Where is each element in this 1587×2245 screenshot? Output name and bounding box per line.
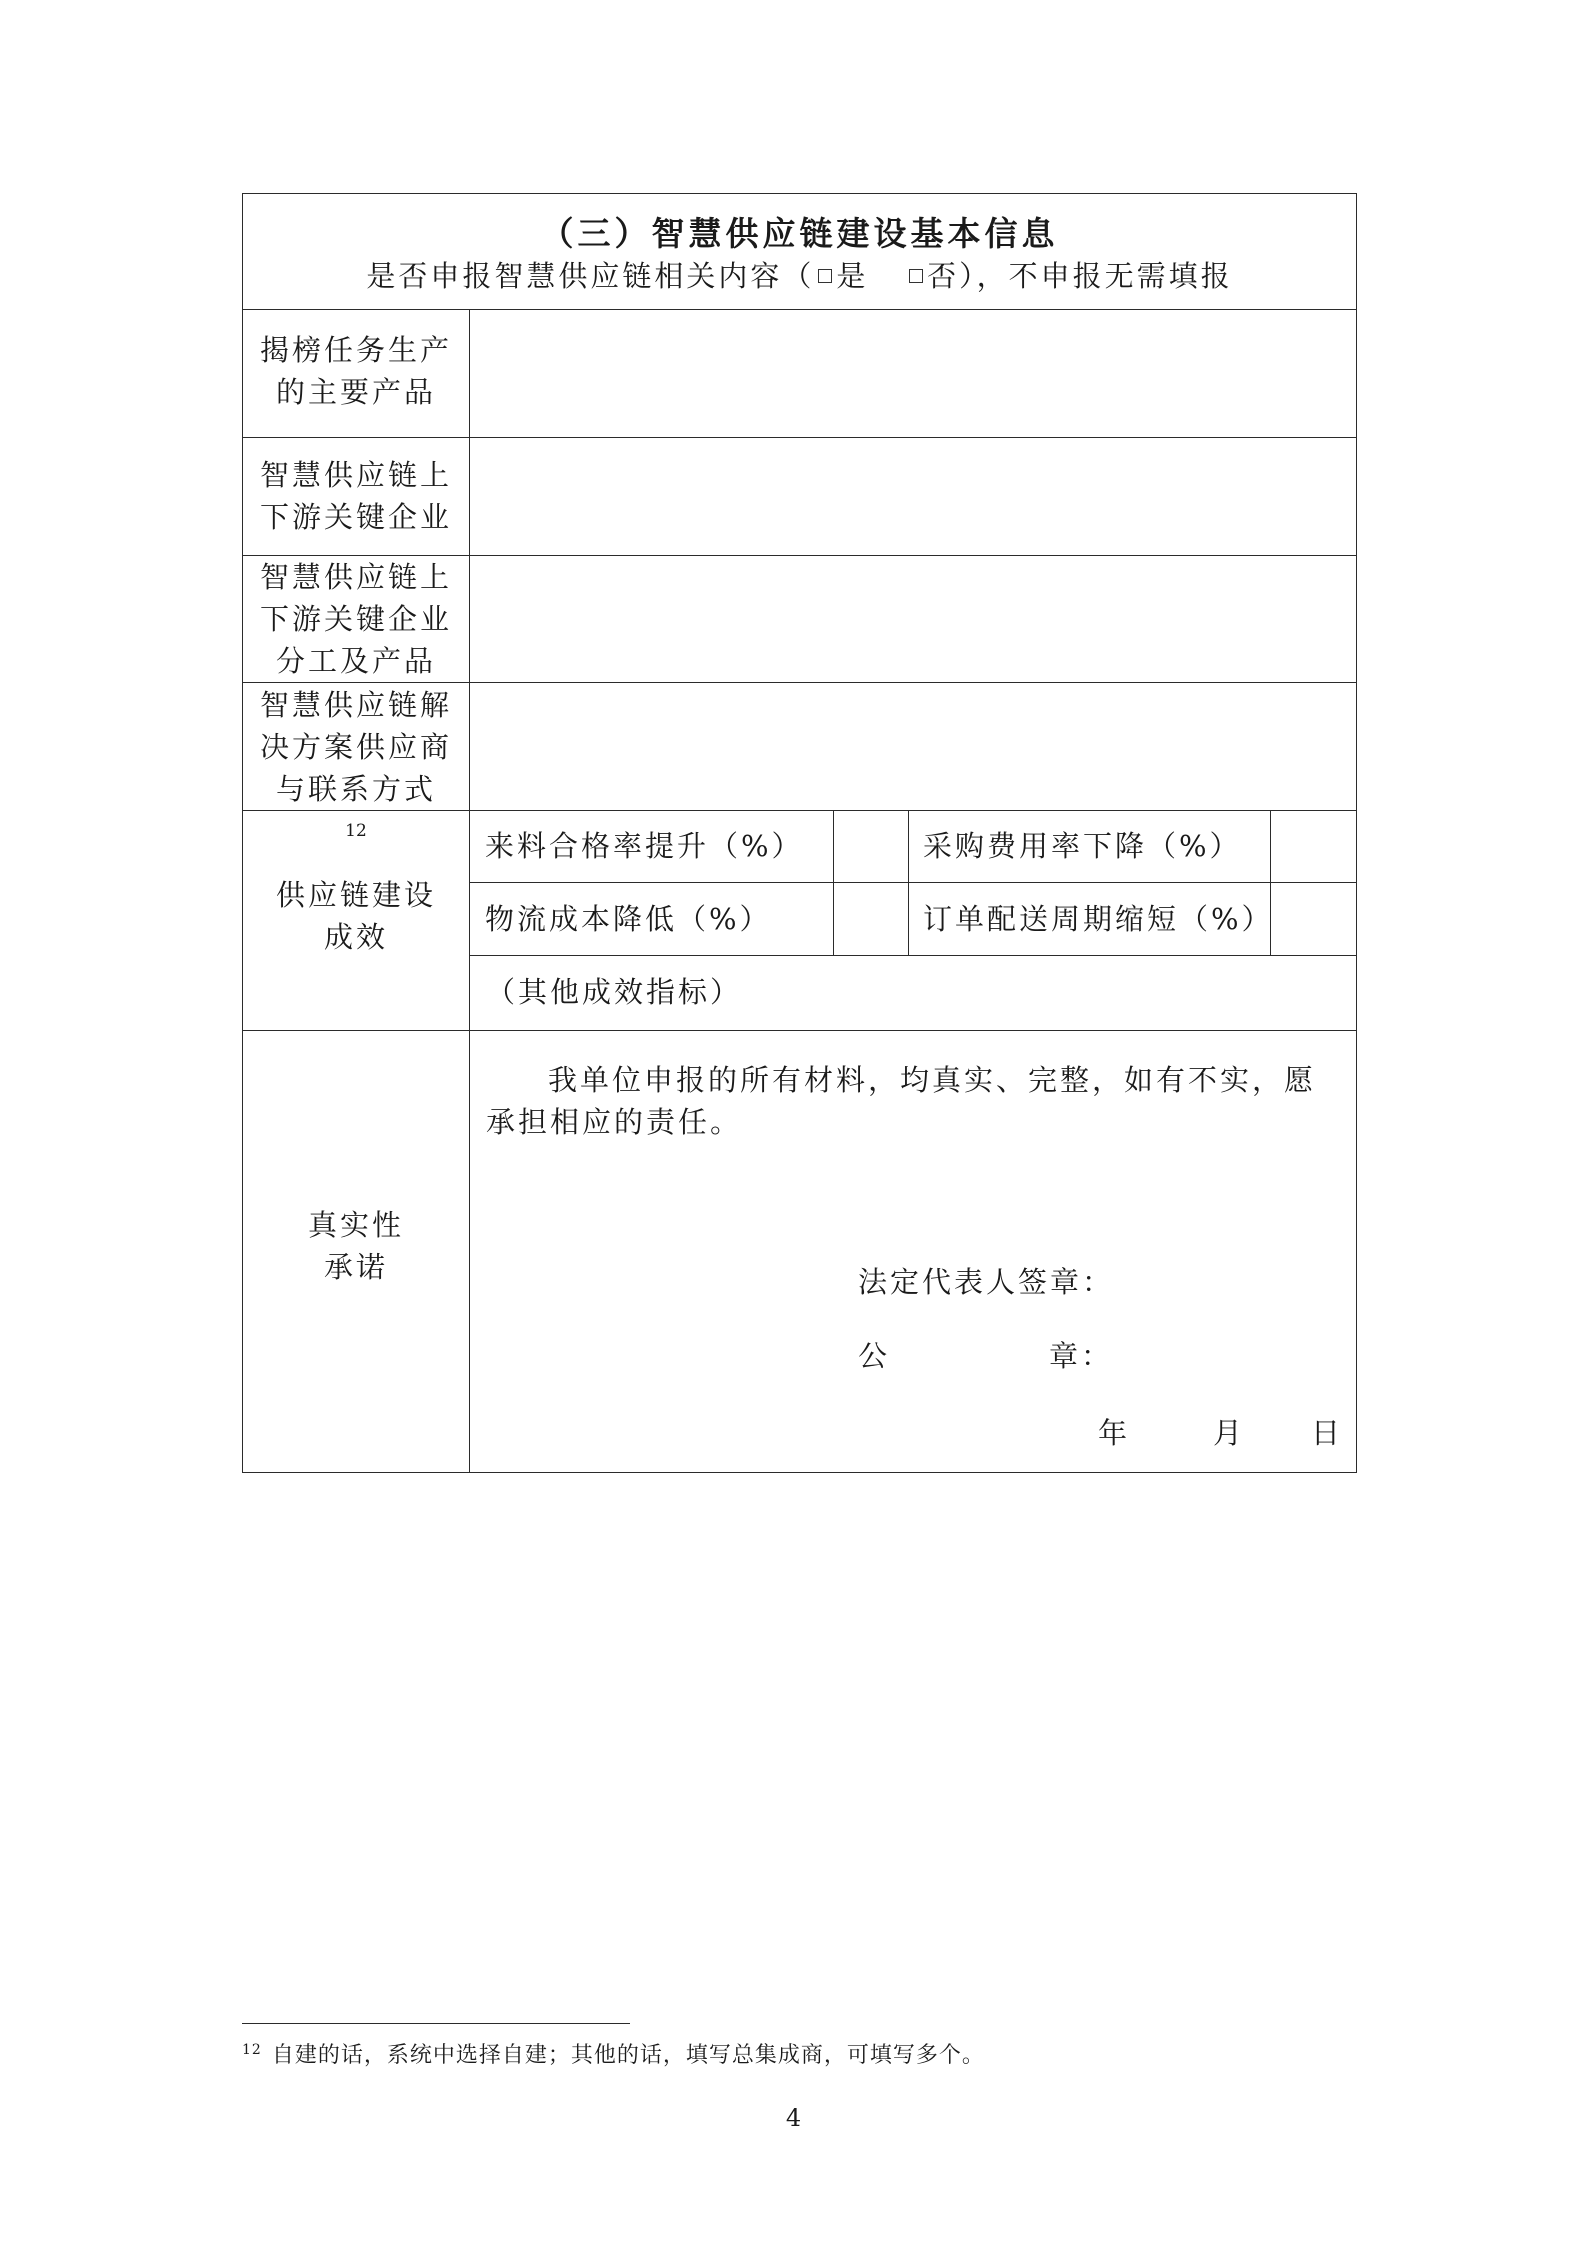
row-divider <box>243 437 1356 438</box>
effect-label: 供应链建设 成效 <box>275 878 436 954</box>
yes-checkbox[interactable] <box>818 269 832 283</box>
footnote-ref: 12 <box>345 821 367 841</box>
delivery-cycle-label: 订单配送周期缩短（%） <box>923 902 1274 936</box>
date-month: 月 <box>1213 1416 1246 1450</box>
logistics-cost-field[interactable] <box>835 884 907 954</box>
page-number: 4 <box>785 2104 802 2132</box>
other-indicators-label[interactable]: （其他成效指标） <box>486 975 743 1009</box>
no-option-label: 否 <box>927 259 960 293</box>
division-products-label: 智慧供应链上 下游关键企业 分工及产品 <box>259 560 452 678</box>
logistics-cost-label: 物流成本降低（%） <box>485 902 772 936</box>
purchase-cost-label: 采购费用率下降（%） <box>923 829 1242 863</box>
row-divider <box>243 309 1356 310</box>
row-divider <box>243 1030 1356 1031</box>
footnote-text: 自建的话，系统中选择自建；其他的话，填写总集成商，可填写多个。 <box>271 2043 985 2068</box>
upstream-enterprises-label: 智慧供应链上 下游关键企业 <box>259 458 452 534</box>
date-year: 年 <box>1098 1416 1131 1450</box>
main-products-label: 揭榜任务生产 的主要产品 <box>259 333 452 409</box>
delivery-cycle-field[interactable] <box>1272 884 1355 954</box>
column-divider <box>908 810 909 955</box>
footnote-number: 12 <box>242 2041 262 2058</box>
date-day: 日 <box>1311 1416 1344 1450</box>
declare-question <box>243 254 1356 295</box>
seal-label-first: 公 <box>858 1339 891 1373</box>
row-divider <box>469 955 1356 956</box>
supply-chain-form-table <box>242 193 1357 1473</box>
material-pass-rate-label: 来料合格率提升（%） <box>485 829 804 863</box>
column-divider <box>833 810 834 955</box>
solution-provider-label: 智慧供应链解 决方案供应商 与联系方式 12 <box>243 684 469 852</box>
purchase-cost-field[interactable] <box>1272 812 1355 881</box>
row-divider <box>243 682 1356 683</box>
promise-label: 真实性 承诺 <box>307 1208 404 1284</box>
legal-rep-signature-label: 法定代表人签章： <box>858 1265 1115 1299</box>
division-products-field[interactable] <box>471 557 1355 681</box>
declare-question-prefix: 是否申报智慧供应链相关内容（ <box>366 259 815 293</box>
upstream-enterprises-field[interactable] <box>471 439 1355 554</box>
yes-option-label: 是 <box>836 259 869 293</box>
solution-provider-field[interactable] <box>471 684 1355 809</box>
row-divider <box>469 882 1356 883</box>
material-pass-rate-field[interactable] <box>835 812 907 881</box>
section-title: （三）智慧供应链建设基本信息 <box>540 214 1059 253</box>
footnote <box>242 2038 985 2069</box>
footnote-separator <box>242 2023 630 2024</box>
main-products-field[interactable] <box>471 311 1355 436</box>
no-checkbox[interactable] <box>909 269 923 283</box>
seal-label-second: 章： <box>1049 1339 1114 1373</box>
declare-question-suffix: ），不申报无需填报 <box>959 259 1233 293</box>
column-divider <box>469 309 470 1472</box>
promise-statement: 我单位申报的所有材料，均真实、完整，如有不实，愿承担相应的责任。 <box>486 1063 1317 1139</box>
